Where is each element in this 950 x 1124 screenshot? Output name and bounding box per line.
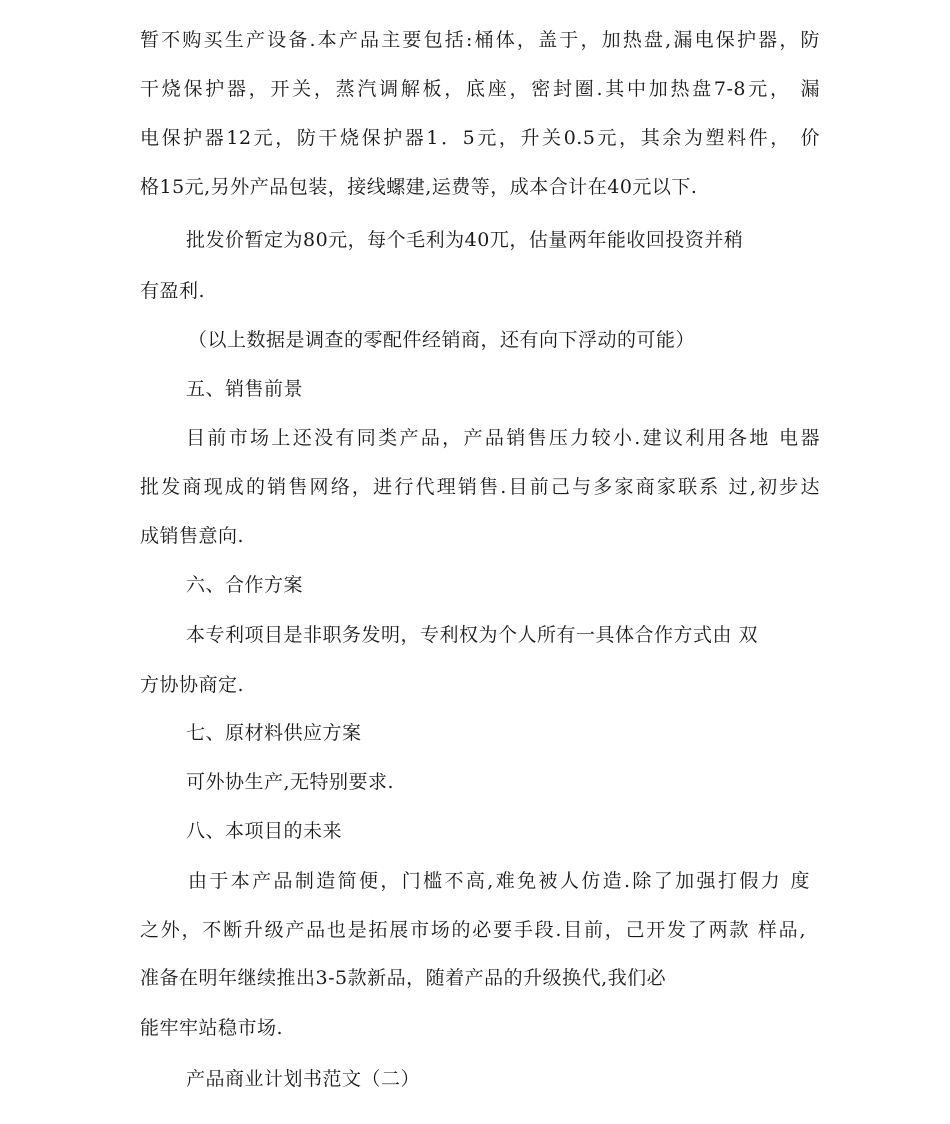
paragraph-line: 目前市场上还没有同类产品，产品销售压力较小.建议利用各地 电器 [186, 427, 820, 449]
paragraph-line: 电保护器12元，防干烧保护器1．5元，升关0.5元，其余为塑料件， 价 [140, 127, 820, 149]
section-heading-future: 八、本项目的未来 [186, 820, 343, 842]
paragraph-line: 干烧保护器，开关，蒸汽调解板，底座，密封圈.其中加热盘7-8元， 漏 [140, 78, 820, 100]
paragraph-line: 可外协生产,无特别要求. [186, 771, 395, 793]
note-line: （以上数据是调查的零配件经销商，还有向下浮动的可能） [188, 329, 696, 351]
paragraph-line: 方协协商定. [140, 674, 245, 696]
paragraph-line: 批发价暂定为80元，每个毛利为40兀，估量两年能收回投资并稍 [186, 229, 744, 251]
document-subtitle: 产品商业计划书范文（二） [186, 1068, 421, 1090]
section-heading-cooperation: 六、合作方案 [186, 574, 304, 596]
paragraph-line: 批发商现成的销售网络，进行代理销售.目前己与多家商家联系 过,初步达 [140, 476, 820, 498]
paragraph-line: 成销售意向. [140, 525, 245, 547]
paragraph-line: 本专利项目是非职务发明，专利权为个人所有一具体合作方式由 双 [186, 624, 759, 646]
section-heading-materials: 七、原材料供应方案 [186, 722, 362, 744]
paragraph-line: 能牢牢站稳市场. [140, 1017, 284, 1039]
paragraph-line: 格15元,另外产品包装，接线螺建,运费等，成本合计在40元以下. [140, 176, 698, 198]
paragraph-line: 由于本产品制造简便，门槛不高,难免被人仿造.除了加强打假力 度 [188, 870, 810, 892]
paragraph-line: 之外，不断升级产品也是拓展市场的必要手段.目前，己开发了两款 样品, [140, 919, 806, 941]
paragraph-line: 准备在明年继续推出3-5款新品，随着产品的升级换代,我们必 [140, 967, 667, 989]
section-heading-sales-outlook: 五、销售前景 [186, 378, 304, 400]
paragraph-line: 暂不购买生产设备.本产品主要包括:桶体，盖于，加热盘,漏电保护器，防 [140, 29, 820, 51]
paragraph-line: 有盈利. [140, 280, 206, 302]
